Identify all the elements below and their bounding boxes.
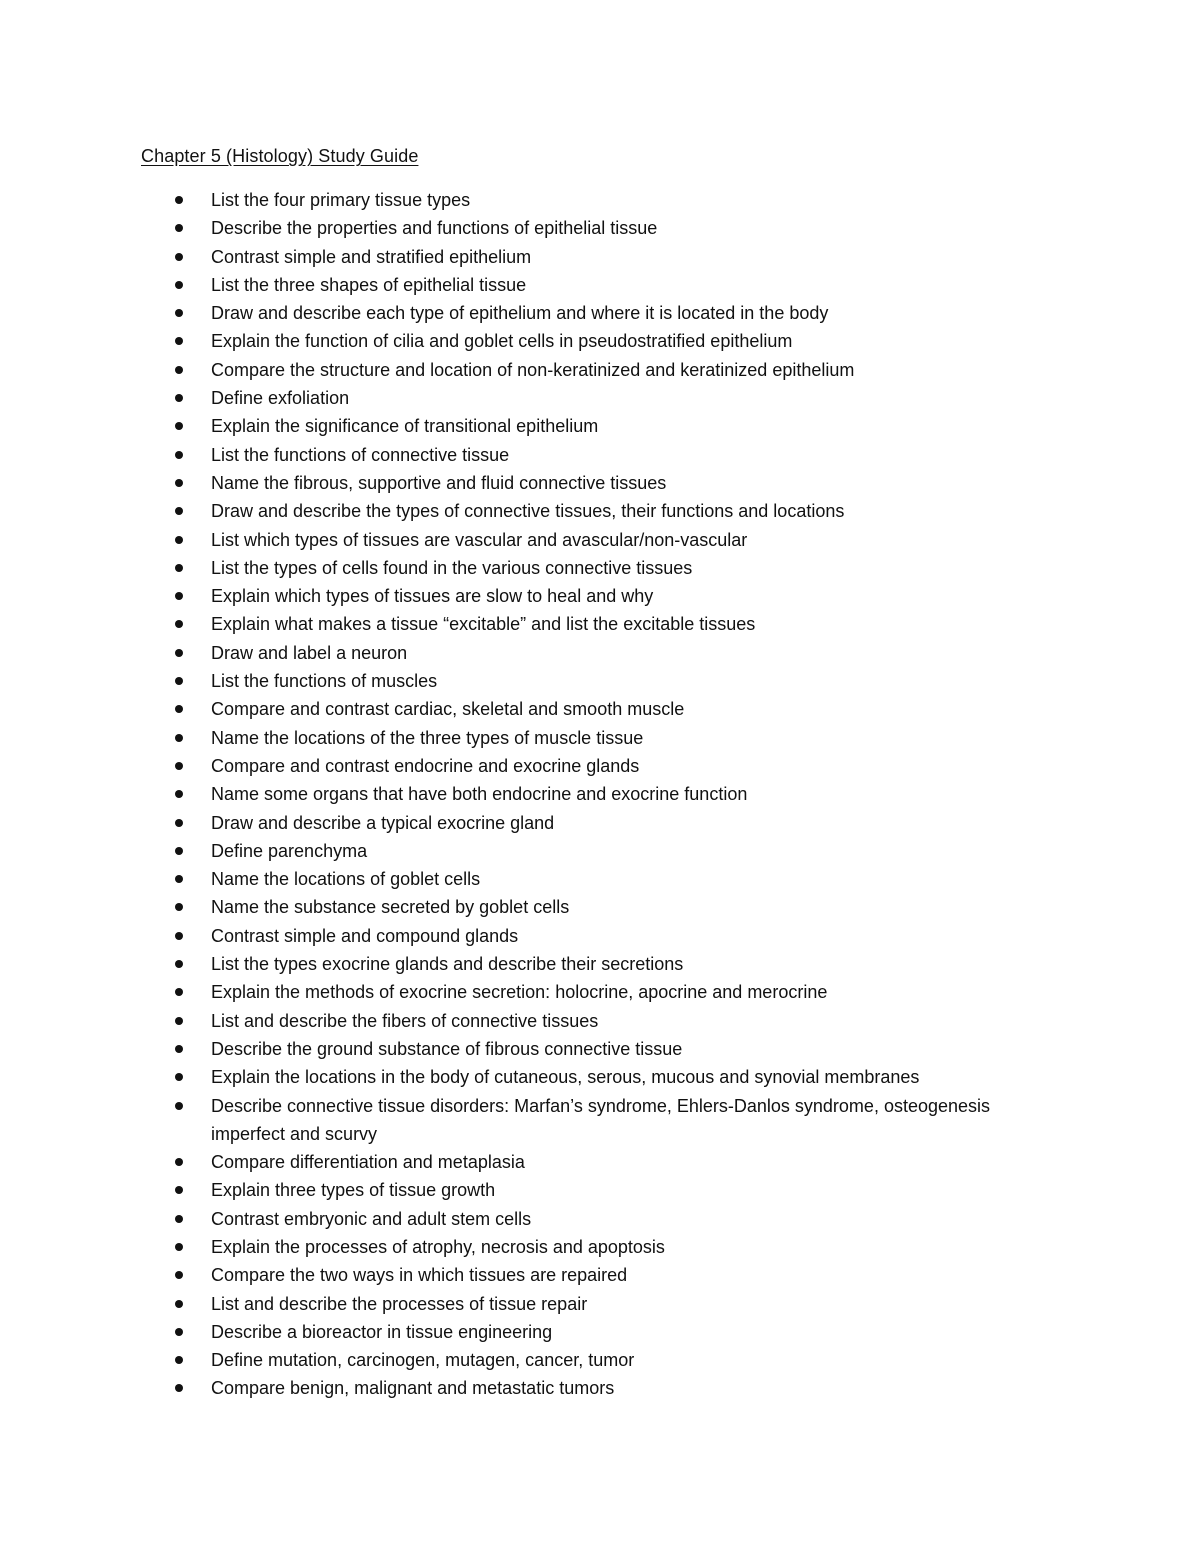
list-item <box>0 554 1011 582</box>
list-item-text: Define exfoliation <box>211 388 350 409</box>
bullet-icon <box>175 988 183 996</box>
list-item-text: Describe connective tissue disorders: Marfan’s syndrome, Ehlers-Danlos syndrome, osteogenesis imperfect and scurvy <box>211 1095 991 1144</box>
bullet-icon <box>175 1158 183 1166</box>
list-item-text: Name the locations of the three types of muscle tissue <box>211 727 644 748</box>
list-item-text: Define parenchyma <box>211 840 368 861</box>
bullet-icon <box>175 281 183 289</box>
list-item-text: Explain which types of tissues are slow to heal and why <box>211 586 654 607</box>
list-item-text: Compare benign, malignant and metastatic tumors <box>211 1378 615 1399</box>
bullet-icon <box>175 366 183 374</box>
list-item <box>0 412 1011 440</box>
list-item-text: Describe the properties and functions of epithelial tissue <box>211 218 658 239</box>
list-item <box>0 1063 1011 1091</box>
bullet-icon <box>175 790 183 798</box>
list-item <box>0 1261 1011 1289</box>
list-item <box>0 639 1011 667</box>
list-item <box>0 582 1011 610</box>
bullet-icon <box>175 422 183 430</box>
bullet-icon <box>175 960 183 968</box>
list-item <box>0 1007 1011 1035</box>
list-item-text: List the types of cells found in the various connective tissues <box>211 557 693 578</box>
list-item <box>0 1205 1011 1233</box>
list-item-text: List which types of tissues are vascular and avascular/non-vascular <box>211 529 748 550</box>
list-item <box>0 243 1011 271</box>
list-item-text: Compare the two ways in which tissues are repaired <box>211 1265 628 1286</box>
list-item-text: Compare differentiation and metaplasia <box>211 1152 525 1173</box>
list-item <box>0 384 1011 412</box>
list-item <box>0 667 1011 695</box>
bullet-icon <box>175 536 183 544</box>
list-item-text: Compare and contrast endocrine and exocrine glands <box>211 755 640 776</box>
bullet-icon <box>175 762 183 770</box>
list-item <box>0 441 1011 469</box>
list-item <box>0 299 1011 327</box>
bullet-icon <box>175 1045 183 1053</box>
document-title: Chapter 5 (Histology) Study Guide <box>141 146 419 166</box>
bullet-icon <box>175 734 183 742</box>
list-item-text: List the functions of connective tissue <box>211 444 510 465</box>
bullet-icon <box>175 1271 183 1279</box>
list-item <box>0 526 1011 554</box>
list-item <box>0 1035 1011 1063</box>
bullet-icon <box>175 337 183 345</box>
bullet-icon <box>175 1215 183 1223</box>
list-item-text: Draw and label a neuron <box>211 642 408 663</box>
bullet-icon <box>175 394 183 402</box>
list-item-text: Describe the ground substance of fibrous connective tissue <box>211 1038 683 1059</box>
list-item-text: Define mutation, carcinogen, mutagen, cancer, tumor <box>211 1350 635 1371</box>
list-item-text: Explain the significance of transitional epithelium <box>211 416 599 437</box>
list-item-text: Contrast simple and compound glands <box>211 925 519 946</box>
list-item <box>0 893 1011 921</box>
bullet-icon <box>175 1328 183 1336</box>
list-item <box>0 695 1011 723</box>
list-item <box>0 1176 1011 1204</box>
list-item <box>0 1290 1011 1318</box>
list-item <box>0 497 1011 525</box>
bullet-icon <box>175 253 183 261</box>
list-item <box>0 1346 1011 1374</box>
list-item <box>0 271 1011 299</box>
bullet-icon <box>175 903 183 911</box>
bullet-icon <box>175 620 183 628</box>
bullet-icon <box>175 1102 183 1110</box>
list-item-text: Compare and contrast cardiac, skeletal and smooth muscle <box>211 699 685 720</box>
list-item <box>0 186 1011 214</box>
bullet-icon <box>175 592 183 600</box>
list-item-text: List the three shapes of epithelial tissue <box>211 274 527 295</box>
list-item-text: Name the locations of goblet cells <box>211 869 481 890</box>
list-item <box>0 1233 1011 1261</box>
bullet-icon <box>175 1356 183 1364</box>
list-item-text: List and describe the fibers of connective tissues <box>211 1010 599 1031</box>
bullet-icon <box>175 1073 183 1081</box>
list-item-text: Name the substance secreted by goblet cells <box>211 897 570 918</box>
list-item-text: Contrast embryonic and adult stem cells <box>211 1208 532 1229</box>
bullet-icon <box>175 1384 183 1392</box>
list-item-text: Explain what makes a tissue “excitable” and list the excitable tissues <box>211 614 756 635</box>
list-item <box>0 752 1011 780</box>
bullet-icon <box>175 819 183 827</box>
study-guide-list <box>0 186 1200 1403</box>
list-item-text: Explain the locations in the body of cutaneous, serous, mucous and synovial membranes <box>211 1067 920 1088</box>
bullet-icon <box>175 1243 183 1251</box>
bullet-icon <box>175 564 183 572</box>
list-item <box>0 724 1011 752</box>
bullet-icon <box>175 507 183 515</box>
bullet-icon <box>175 479 183 487</box>
bullet-icon <box>175 1300 183 1308</box>
list-item-text: Explain the function of cilia and goblet cells in pseudostratified epithelium <box>211 331 793 352</box>
list-item <box>0 1318 1011 1346</box>
bullet-icon <box>175 224 183 232</box>
list-item-text: Compare the structure and location of non-keratinized and keratinized epithelium <box>211 359 855 380</box>
bullet-icon <box>175 1017 183 1025</box>
list-item-text: Contrast simple and stratified epithelium <box>211 246 532 267</box>
list-item-text: Draw and describe each type of epithelium and where it is located in the body <box>211 303 829 324</box>
list-item <box>0 1374 1011 1402</box>
bullet-icon <box>175 649 183 657</box>
list-item <box>0 922 1011 950</box>
list-item <box>0 1148 1011 1176</box>
bullet-icon <box>175 705 183 713</box>
list-item <box>0 610 1011 638</box>
list-item-text: List the types exocrine glands and describe their secretions <box>211 954 684 975</box>
list-item-text: Draw and describe a typical exocrine gland <box>211 812 555 833</box>
list-item-text: List the four primary tissue types <box>211 190 471 210</box>
list-item-text: Describe a bioreactor in tissue engineering <box>211 1321 553 1342</box>
bullet-icon <box>175 1186 183 1194</box>
list-item-text: Explain the processes of atrophy, necrosis and apoptosis <box>211 1236 665 1257</box>
list-item <box>0 809 1011 837</box>
list-item-text: Draw and describe the types of connective tissues, their functions and locations <box>211 501 845 522</box>
bullet-icon <box>175 875 183 883</box>
list-item-text: Name the fibrous, supportive and fluid connective tissues <box>211 472 667 493</box>
list-item <box>0 780 1011 808</box>
list-item <box>0 950 1011 978</box>
list-item-text: Explain the methods of exocrine secretion: holocrine, apocrine and merocrine <box>211 982 828 1003</box>
bullet-icon <box>175 677 183 685</box>
bullet-icon <box>175 309 183 317</box>
list-item <box>0 978 1011 1006</box>
list-item <box>0 1092 1011 1149</box>
bullet-icon <box>175 932 183 940</box>
list-item <box>0 469 1011 497</box>
list-item-text: List the functions of muscles <box>211 671 438 692</box>
bullet-icon <box>175 847 183 855</box>
list-item-text: Name some organs that have both endocrine and exocrine function <box>211 784 748 805</box>
list-item <box>0 327 1011 355</box>
list-item <box>0 356 1011 384</box>
bullet-icon <box>175 196 183 204</box>
list-item <box>0 837 1011 865</box>
bullet-icon <box>175 451 183 459</box>
list-item <box>0 865 1011 893</box>
list-item-text: Explain three types of tissue growth <box>211 1180 496 1201</box>
list-item <box>0 214 1011 242</box>
list-item-text: List and describe the processes of tissue repair <box>211 1293 588 1314</box>
